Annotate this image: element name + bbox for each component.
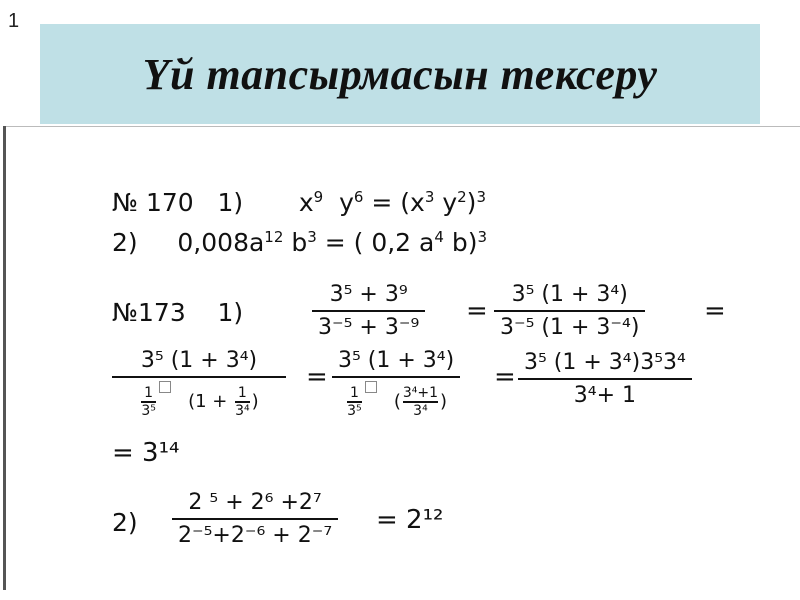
fraction-4-den-inner-num: 3⁴+1 [402,384,439,401]
equals-sign-4: = [494,362,516,392]
eq1-rhs-close: ) [466,188,477,217]
fraction-2-bar [494,310,645,312]
equals-sign-3: = [306,362,328,392]
fraction-3-denominator [133,381,264,418]
fraction-4-bar [332,376,460,378]
eq1-rhs-open: = (x [371,188,425,217]
placeholder-box [159,381,171,393]
title-banner [40,24,760,124]
problem-173-item-1: 1) [217,298,244,327]
fraction-4-den-one: 1 [349,384,359,401]
eq1-rhs-x-exp: 3 [424,188,435,206]
eq1-rhs-y: y [442,188,458,217]
equals-sign-2: = [704,296,726,326]
fraction-6-numerator: 2 ⁵ + 2⁶ +2⁷ [188,490,322,515]
fraction-4-numerator: 3⁵ (1 + 3⁴) [338,348,455,373]
fraction-4-den-small-fraction [347,386,362,419]
fraction-2-numerator: 3⁵ (1 + 3⁴) [511,282,628,307]
fraction-3-den-pow: 3⁵ [141,402,156,419]
eq2-rhs-open: = ( 0,2 a [324,228,435,257]
fraction-4-den-inner-fraction [403,386,438,419]
fraction-3-den-small-fraction [141,386,156,419]
fraction-3-den-inner-pow: 3⁴ [235,402,250,419]
problem-170-item-2: 2) [112,228,138,257]
eq1-lhs-y-exp: 6 [353,188,364,206]
fraction-3-den-paren-close: ) [251,391,259,412]
fraction-2 [494,282,645,340]
fraction-1-bar [312,310,425,312]
eq2-rhs-a-exp: 4 [434,228,444,246]
fraction-3-bar [112,376,286,378]
problem-173-heading [112,298,243,327]
fraction-5-denominator: 3⁴+ 1 [573,383,637,408]
fraction-2-denominator: 3⁻⁵ (1 + 3⁻⁴) [500,315,640,340]
fraction-5 [518,350,692,408]
equals-sign-1: = [466,296,488,326]
problem-170-line-1 [112,188,486,217]
fraction-1-numerator: 3⁵ + 3⁹ [329,282,408,307]
eq2-b: b [291,228,308,257]
eq1-rhs-exp: 3 [476,188,486,206]
fraction-4-den-inner-den: 3⁴ [413,402,428,419]
fraction-1-denominator: 3⁻⁵ + 3⁻⁹ [318,315,420,340]
fraction-1 [312,282,425,340]
fraction-3-den-one: 1 [144,384,154,401]
eq1-lhs-y: y [339,188,354,217]
fraction-5-numerator: 3⁵ (1 + 3⁴)3⁵3⁴ [524,350,686,375]
fraction-3 [112,348,286,418]
fraction-4-den-pow: 3⁵ [347,402,362,419]
fraction-4-denominator: $\frac{1}{\text{3⁵}}$ ( $\frac{\text{3⁴+1}}{\text{3⁴}}$ ) [339,381,453,418]
eq2-coef: 0,008a [177,228,265,257]
placeholder-box [365,381,377,393]
problem-170-line-2 [112,228,487,257]
eq1-lhs-x-exp: 9 [313,188,324,206]
problem-173-item-2: 2) [112,508,138,537]
fraction-4 [332,348,460,418]
slide-title: Үй тапсырмасын тексеру [142,49,658,99]
eq1-lhs-x: x [298,188,314,217]
fraction-3-numerator: 3⁵ (1 + 3⁴) [140,348,258,373]
eq2-rhs-b: b) [451,228,478,257]
eq2-b-exp: 3 [307,228,317,246]
problem-173-result: = 3¹⁴ [112,438,180,468]
problem-170-label: № 170 [112,188,194,217]
fraction-3-den-inner-fraction [235,386,250,419]
eq1-rhs-y-exp: 2 [457,188,467,206]
eq2-rhs-exp: 3 [477,228,488,246]
slide-number: 1 [8,10,20,32]
problem-173-label: №173 [112,298,186,327]
content-left-divider [3,126,6,590]
problem-170-item-1: 1) [217,188,244,217]
fraction-3-den-inner-one: 1 [237,384,247,401]
content-top-divider [3,126,800,127]
fraction-3-den-paren-open: (1 + [188,391,228,412]
eq2-a-exp: 12 [264,228,284,246]
fraction-6-bar [172,518,338,520]
problem-173-result-2: = 2¹² [376,505,444,535]
fraction-6 [172,490,338,548]
fraction-5-bar [518,378,692,380]
fraction-6-denominator: 2⁻⁵+2⁻⁶ + 2⁻⁷ [178,523,333,548]
